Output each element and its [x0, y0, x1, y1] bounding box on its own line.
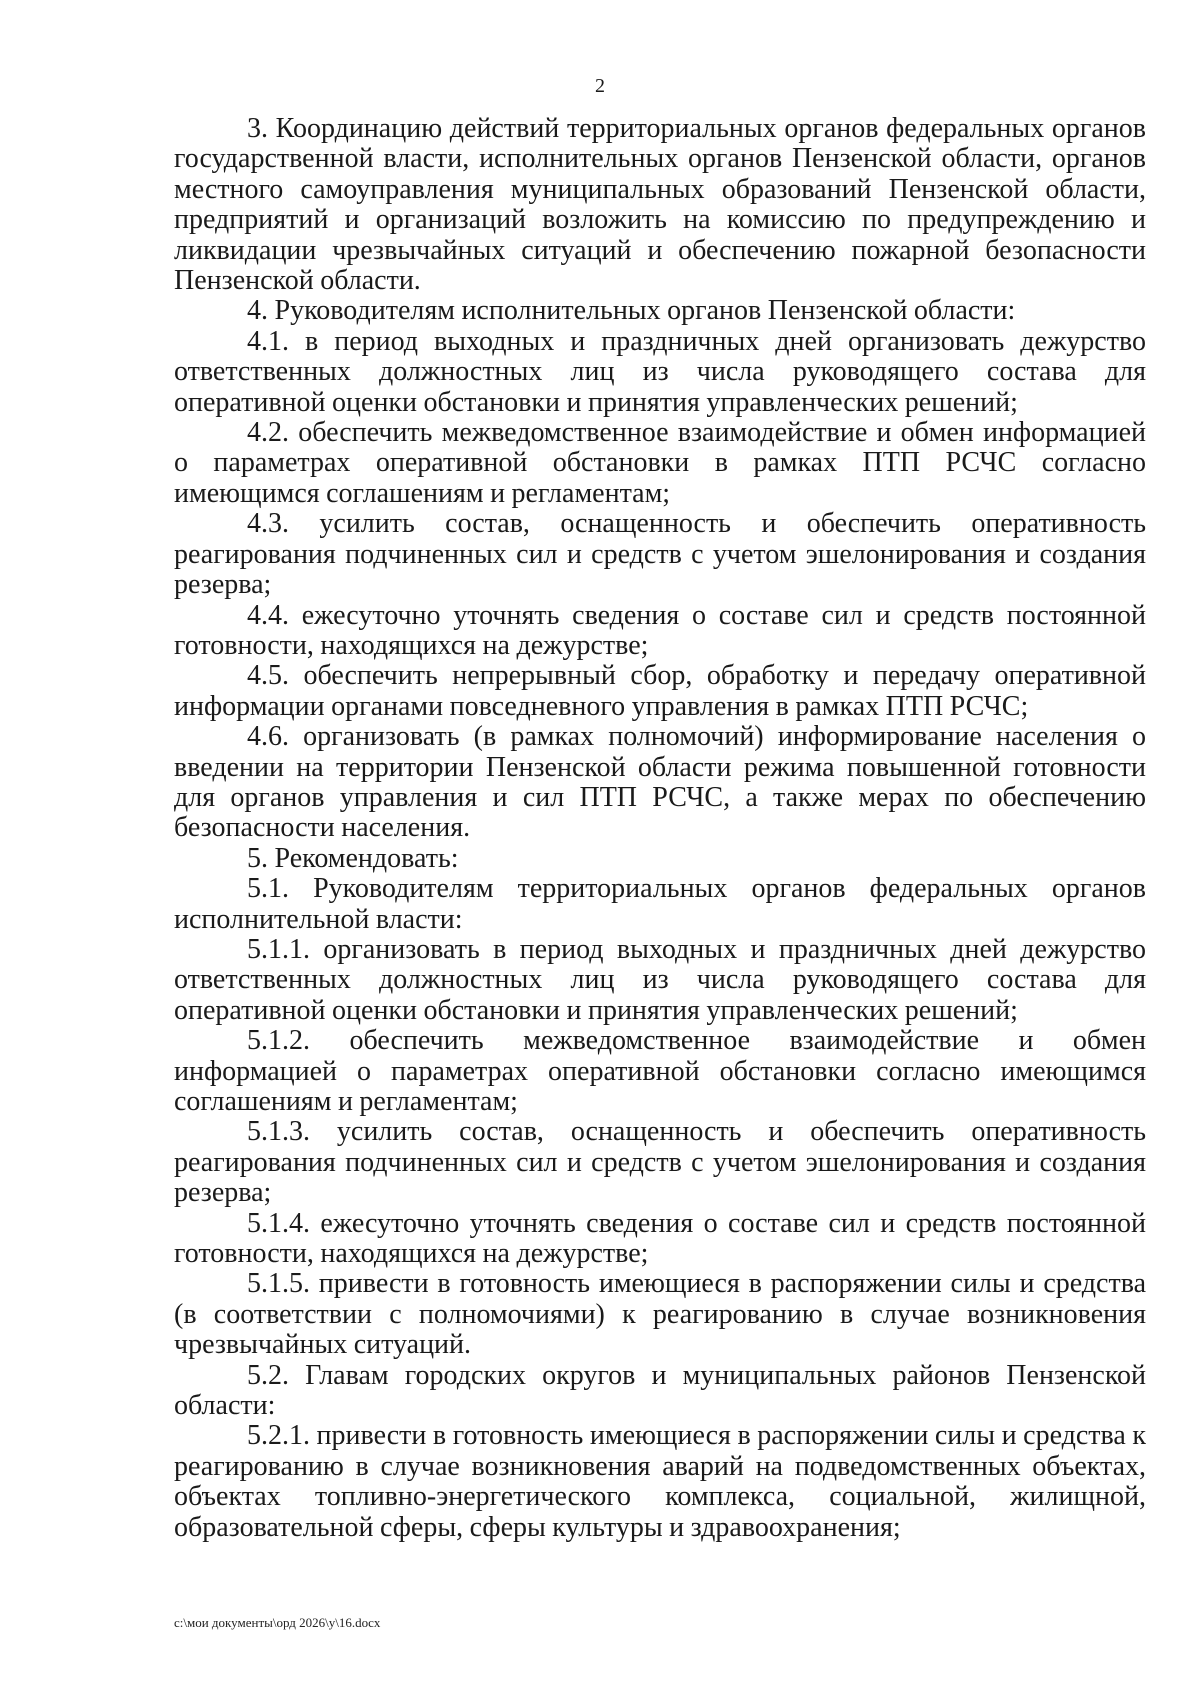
paragraph-4-4: 4.4. ежесуточно уточнять сведения о составе сил и средств постоянной готовности, находящихся на дежурстве; [174, 599, 1146, 661]
paragraph-5-1-1: 5.1.1. организовать в период выходных и праздничных дней дежурство ответственных должностных лиц из числа руководящего состава для оперативной оценки обстановки и принятия управленческих решений; [174, 933, 1146, 1026]
paragraph-4: 4. Руководителям исполнительных органов Пензенской области: [247, 295, 1016, 327]
paragraph-4-2: 4.2. обеспечить межведомственное взаимодействие и обмен информацией о параметрах оперативной обстановки в рамках ПТП РСЧС согласно имеющимся соглашениям и регламентам; [174, 417, 1146, 509]
document-body [174, 114, 1146, 1543]
paragraph-5-1: 5.1. Руководителям территориальных органов федеральных органов исполнительной власти: [174, 873, 1146, 935]
paragraph-4-1: 4.1. в период выходных и праздничных дней организовать дежурство ответственных должностных лиц из числа руководящего состава для оперативной оценки обстановки и принятия управленческих решений; [174, 325, 1146, 418]
paragraph-5-1-2: 5.1.2. обеспечить межведомственное взаимодействие и обмен информацией о параметрах оперативной обстановки согласно имеющимся соглашениям и регламентам; [174, 1025, 1146, 1117]
paragraph-5-1-3: 5.1.3. усилить состав, оснащенность и обеспечить оперативность реагирования подчиненных сил и средств с учетом эшелонирования и создания резерва; [174, 1116, 1146, 1209]
paragraph-5-1-4: 5.1.4. ежесуточно уточнять сведения о составе сил и средств постоянной готовности, находящихся на дежурстве; [174, 1207, 1146, 1270]
page-number: 2 [595, 75, 605, 97]
paragraph-5-2-1: 5.2.1. привести в готовность имеющиеся в распоряжении силы и средства к реагированию в случае возникновения аварий на подведомственных объектах, объектах топливно-энергетического комплекса, социальной, жилищной, образовательной сферы, сферы культуры и здравоохранения; [174, 1420, 1146, 1543]
paragraph-5-1-5: 5.1.5. привести в готовность имеющиеся в распоряжении силы и средства (в соответствии с полномочиями) к реагированию в случае возникновения чрезвычайных ситуаций. [174, 1268, 1146, 1361]
footer-file-path: c:\мои документы\орд 2026\у\16.docx [174, 1615, 381, 1630]
paragraph-4-5: 4.5. обеспечить непрерывный сбор, обработку и передачу оперативной информации органами повседневного управления в рамках ПТП РСЧС; [174, 660, 1146, 722]
paragraph-4-3: 4.3. усилить состав, оснащенность и обеспечить оперативность реагирования подчиненных сил и средств с учетом эшелонирования и создания резерва; [174, 508, 1146, 601]
paragraph-3: 3. Координацию действий территориальных органов федеральных органов государственной власти, исполнительных органов Пензенской области, органов местного самоуправления муниципальных образований Пензенской области, предприятий и организаций возложить на комиссию по предупреждению и ликвидации чрезвычайных ситуаций и обеспечению пожарной безопасности Пензенской области. [174, 113, 1146, 297]
paragraph-5-2: 5.2. Главам городских округов и муниципальных районов Пензенской области: [174, 1359, 1146, 1422]
paragraph-5: 5. Рекомендовать: [247, 842, 459, 874]
paragraph-4-6: 4.6. организовать (в рамках полномочий) информирование населения о введении на территории Пензенской области режима повышенной готовности для органов управления и сил ПТП РСЧС, а также мерах по обеспечению безопасности населения. [174, 721, 1146, 844]
